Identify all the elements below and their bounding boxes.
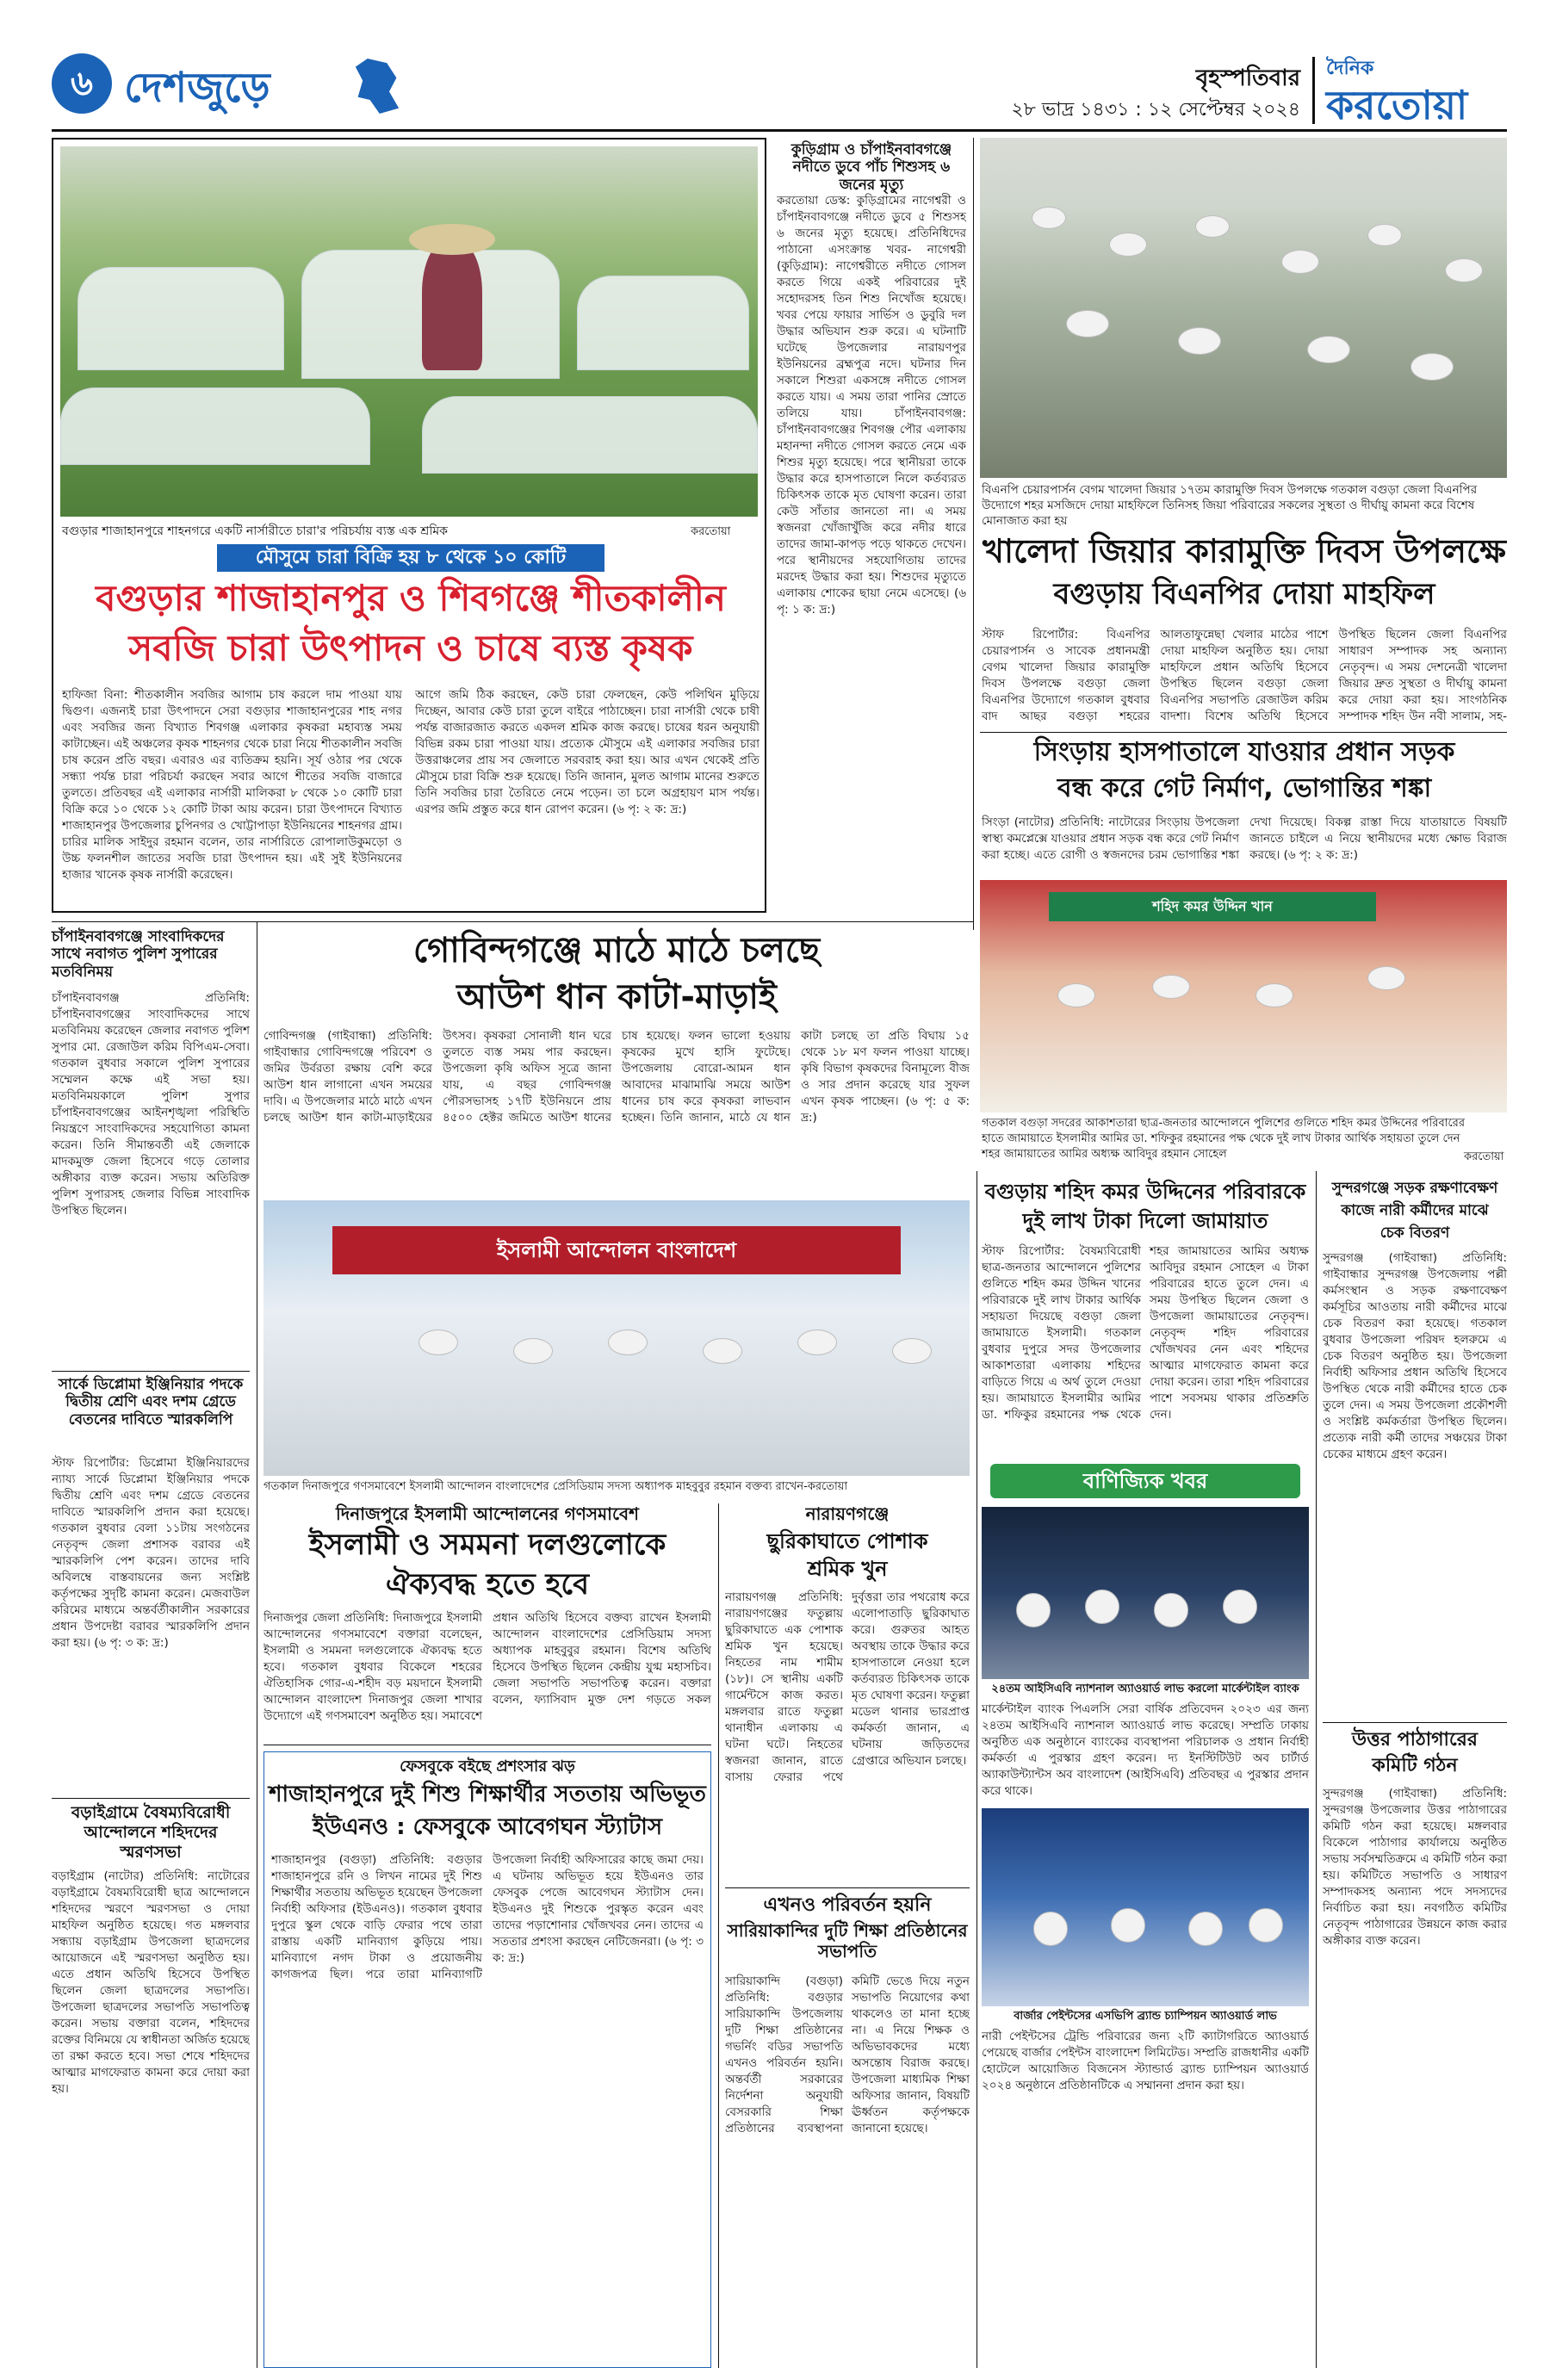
section-title: দেশজুড়ে xyxy=(124,64,270,112)
figure xyxy=(1085,1590,1119,1624)
singra-headline-2: বন্ধ করে গেট নির্মাণ, ভোগান্তির শঙ্কা xyxy=(1057,773,1432,803)
chapai-body: চাঁপাইনবাবগঞ্জ প্রতিনিধি: চাঁপাইনবাবগঞ্জের সাংবাদিকদের সাথে মতবিনিময় করেছেন জেলার নবাগত পুলিশ সুপার মো. রেজাউল করিম বিপিএম-সেবা। গতকাল বুধবার সকালে পুলিশ সুপারের সম্মেলন কক্ষে এই সভা হয়। মতবিনিময়কালে পুলিশ সুপার চাঁপাইনবাবগঞ্জের আইনশৃঙ্খলা পরিস্থিতি নিয়ন্ত্রণে সাংবাদিকদের সহযোগিতা কামনা করেন। তিনি সীমান্তবর্তী এই জেলাকে মাদকমুক্ত জেলা হিসেবে গড়ে তোলার অঙ্গীকার ব্যক্ত করেন। সভায় অতিরিক্ত পুলিশ সুপারসহ জেলার বিভিন্ন সাংবাদিক উপস্থিত ছিলেন। xyxy=(52,991,250,1218)
narayanganj-kicker: নারায়ণগঞ্জে xyxy=(805,1503,890,1524)
column-rule xyxy=(718,1503,719,2368)
issue-day: বৃহস্পতিবার xyxy=(1195,65,1300,91)
cap xyxy=(1109,232,1147,257)
facebook-kicker: ফেসবুকে বইছে প্রশংসার ঝড় xyxy=(400,1757,575,1776)
gobinda-headline-1: গোবিন্দগঞ্জে মাঠে মাঠে চলছে xyxy=(412,931,821,970)
facebook-headline-1: শাজাহানপুরে দুই শিশু শিক্ষার্থীর সততায় অভিভূত xyxy=(269,1782,706,1807)
berger-body: নারী পেইন্টসের ট্রেন্ডি পরিবারের জন্য ২টি ক্যাটাগরিতে অ্যাওয়ার্ড পেয়েছে বার্জার পেইন্টস বাংলাদেশ লিমিটেড। সম্প্রতি রাজধানীর একটি হোটেলে আয়োজিত বিজনেস স্ট্যান্ডার্ড ব্র্যান্ড চ্যাম্পিয়ন অ্যাওয়ার্ড ২০২৪ অনুষ্ঠানে প্রতিষ্ঠানটিকে এ সম্মাননা প্রদান করা হয়। xyxy=(982,2030,1309,2092)
figure xyxy=(1111,1908,1145,1943)
facebook-body: শাজাহানপুর (বগুড়া) প্রতিনিধি: বগুড়ার শাজাহানপুরে রনি ও লিখন নামের দুই শিশু শিক্ষার্থীর সততায় অভিভূত হয়েছেন উপজেলা নির্বাহী অফিসার (ইউএনও)। গতকাল বুধবার দুপুরে স্কুল থেকে বাড়ি ফেরার পথে তারা রাস্তায় একটি মানিব্যাগ কুড়িয়ে পায়। মানিব্যাগে নগদ টাকা ও প্রয়োজনীয় কাগজপত্র ছিল। পরে তারা মানিব্যাগটি উপজেলা নির্বাহী অফিসারের কাছে জমা দেয়। এ ঘটনায় অভিভূত হয়ে ইউএনও তার ফেসবুক পেজে আবেগঘন স্ট্যাটাস দেন। ইউএনও দুই শিশুকে পুরস্কৃত করেন এবং তাদের পড়াশোনার খোঁজখবর নেন। তাদের এ সততার প্রশংসা করছেন নেটিজেনরা। (৬ পৃ: ৩ ক: দ্র:) xyxy=(271,1853,704,1981)
worker-hat xyxy=(409,224,495,255)
lead-headline-2: সবজি চারা উৎপাদন ও চাষে ব্যস্ত কৃষক xyxy=(128,627,693,669)
sariakandi-body: সারিয়াকান্দি (বগুড়া) প্রতিনিধি: বগুড়ার সারিয়াকান্দি উপজেলায় দুটি শিক্ষা প্রতিষ্ঠানের গভর্নিং বডির সভাপতি এখনও পরিবর্তন হয়নি। অন্তর্বর্তী সরকারের নির্দেশনা অনুযায়ী বেসরকারি শিক্ষা প্রতিষ্ঠানের ব্যবস্থাপনা কমিটি ভেঙে দিয়ে নতুন সভাপতি নিয়োগের কথা থাকলেও তা মানা হচ্ছে না। এ নিয়ে শিক্ষক ও অভিভাবকদের মধ্যে অসন্তোষ বিরাজ করছে। উপজেলা মাধ্যমিক শিক্ষা অফিসার জানান, বিষয়টি ঊর্ধ্বতন কর্তৃপক্ষকে জানানো হয়েছে। xyxy=(725,1974,970,2135)
facebook-story xyxy=(264,1751,711,2368)
doa-photo-caption: বিএনপি চেয়ারপার্সন বেগম খালেদা জিয়ার ১৭তম কারামুক্তি দিবস উপলক্ষে গতকাল বগুড়া জেলা বিএনপির উদ্যোগে শহর মসজিদে দোয়া মাহফিলে তিনিসহ জিয়া পরিবারের সকলের সুস্থতা ও দীর্ঘায়ু কামনা করে বিশেষ মোনাজাত করা হয় xyxy=(982,483,1478,528)
jamaat-banner: শহিদ কমর উদ্দিন খান xyxy=(1049,892,1376,921)
lead-kicker: মৌসুমে চারা বিক্রি হয় ৮ থেকে ১০ কোটি xyxy=(217,544,604,572)
cap xyxy=(1410,353,1454,381)
bangladesh-map-icon xyxy=(353,59,401,114)
singra-body: সিংড়া (নাটোর) প্রতিনিধি: নাটোরের সিংড়ায় উপজেলা স্বাস্থ্য কমপ্লেক্সে যাওয়ার প্রধান সড়ক বন্ধ করে গেট নির্মাণ করা হচ্ছে। এতে রোগী ও স্বজনদের চরম ভোগান্তির শঙ্কা দেখা দিয়েছে। বিকল্প রাস্তা দিয়ে যাতায়াতে বিষয়টি জানতে চাইলে এ নিয়ে স্থানীয়দের মধ্যে ক্ষোভ বিরাজ করছে। (৬ পৃ: ২ ক: দ্র:) xyxy=(982,815,1507,862)
masthead-divider xyxy=(1312,57,1315,124)
lead-body-right: আগে জমি ঠিক করছেন, কেউ চারা ফেলছেন, কেউ পলিথিন মুড়িয়ে দিচ্ছেন, আবার কেউ চারা তুলে বাইরে পাঠাচ্ছেন। চারা নার্সারী থেকে চাষী পর্যন্ত বাজারজাত করতে একদল শ্রমিক কাজ করছে। চাষের ধরন অনুযায়ী বিভিন্ন রকম চারা পাওয়া যায়। প্রত্যেক মৌসুমে এই এলাকার সবজির চারা উত্তরাঞ্চলের প্রায় সব জেলাতে সরবরাহ করা হয়। আর এখন থেকেই প্রতি মৌসুমে চারা বিক্রি শুরু হয়েছে। তিনি জানান, মুলত আগাম মানের শুরুতে তিনি সবজির চারা তৈরিতে নেমে পড়েন। তা চলে অগ্রহায়ণ মাস পর্যন্ত। এরপর জমি প্রস্তুত করে ধান রোপণ করেন। (৬ পৃ: ২ ক: দ্র:) xyxy=(415,688,760,816)
rally-stage-banner: ইসলামী আন্দোলন বাংলাদেশ xyxy=(332,1226,901,1274)
jamaat-photo-caption: গতকাল বগুড়া সদরের আকাশতারা ছাত্র-জনতার আন্দোলনে পুলিশের গুলিতে শহিদ কমর উদ্দিনের পরিবারের হাতে জামায়াতে ইসলামীর আমির ডা. শফিকুর রহমানের পক্ষ থেকে দুই লাখ টাকার আর্থিক সহায়তা তুলে দেন শহর জামায়াতের আমির অধ্যক্ষ আবিদুর রহমান সোহেল xyxy=(982,1117,1465,1161)
section-rule xyxy=(980,732,1507,733)
dinajpur-headline-2: ঐক্যবদ্ধ হতে হবে xyxy=(386,1567,589,1602)
jamaat-photo xyxy=(980,880,1507,1113)
figure xyxy=(1249,1908,1283,1943)
figure xyxy=(1016,1593,1051,1627)
facebook-headline-2: ইউএনও : ফেসবুকে আবেগঘন স্ট্যাটাস xyxy=(312,1814,663,1840)
barai-body: বড়াইগ্রাম (নাটোর) প্রতিনিধি: নাটোরের বড়াইগ্রামে বৈষম্যবিরোধী ছাত্র আন্দোলনে শহিদদের স্মরণে স্মরণসভা ও দোয়া মাহফিল অনুষ্ঠিত হয়েছে। গত মঙ্গলবার সন্ধ্যায় বড়াইগ্রাম উপজেলা ছাত্রদলের আয়োজনে এই স্মরণসভা অনুষ্ঠিত হয়। এতে প্রধান অতিথি হিসেবে উপস্থিত ছিলেন জেলা ছাত্রদলের সভাপতি। উপজেলা ছাত্রদলের সভাপতি সভাপতিত্ব করেন। সভায় বক্তারা বলেন, শহিদদের রক্তের বিনিময়ে যে স্বাধীনতা অর্জিত হয়েছে তা রক্ষা করতে হবে। সভা শেষে শহিদদের আত্মার মাগফেরাত কামনা করে দোয়া করা হয়। xyxy=(52,1869,250,2096)
figure xyxy=(1223,1590,1257,1624)
lead-body-left: হাফিজা বিনা: শীতকালীন সবজির আগাম চাষ করলে দাম পাওয়া যায় দ্বিগুণ। এজন্যই চারা উৎপাদনে সেরা বগুড়ার শাজাহানপুরের শাহ নগর এবং সবজির জন্য বিখ্যাত শিবগঞ্জ এলাকার কৃষকরা মহাব্যস্ত সময় কাটাচ্ছেন। এই অঞ্চলের কৃষক শাহনগর থেকে চারা নিয়ে শীতকালীন সবজি চাষ করেন প্রতি বছর। এবারও এর ব্যতিক্রম হয়নি। সূর্য ওঠার পর থেকে সন্ধ্যা পর্যন্ত চারা পরিচর্যা করছেন সবার আগে শীতের সবজি বাজারে তুলতে। প্রতিবছর এই এলাকার নার্সারী মালিকরা ৮ থেকে ১০ কোটি চারা বিক্রি করে ১০ থেকে ১২ কোটি টাকা আয় করেন। চারা উৎপাদনে বিখ্যাত শাজাহানপুর উপজেলার চুপিনগর ও খোট্টাপাড়া ইউনিয়নের শাহনগর গ্রাম। চারির মালিক সাইদুর রহমান বলেন, তার নার্সারিতে রোপালাউকুমড়ো ও উচ্চ ফলনশীল জাতের সবজি চারা উৎপাদন হয়। এই সুই ইউনিয়নের হাজার খানেক কৃষক নার্সারী করেছেন। xyxy=(62,688,402,882)
section-rule xyxy=(1323,1722,1507,1723)
narayanganj-headline-1: ছুরিকাঘাতে পোশাক xyxy=(766,1529,928,1553)
greenhouse-row xyxy=(60,387,370,465)
narayanganj-headline-2: শ্রমিক খুন xyxy=(807,1557,888,1581)
cap xyxy=(892,1338,932,1364)
sundarganj-headline-3: চেক বিতরণ xyxy=(1380,1224,1450,1242)
chapai-headline: চাঁপাইনবাবগঞ্জে সাংবাদিকদের সাথে নবাগত পুলিশ সুপারের মতবিনিময় xyxy=(52,928,225,981)
cap xyxy=(1057,983,1095,1007)
icab-body: মার্কেন্টাইল ব্যাংক পিএলসি সেরা বার্ষিক প্রতিবেদন ২০২৩ এর জন্য ২৪তম আইসিএবি ন্যাশনাল অ্যাওয়ার্ড লাভ করেছে। সম্প্রতি ঢাকায় অনুষ্ঠিত এক অনুষ্ঠানে ব্যাংকের ব্যবস্থাপনা পরিচালক ও প্রধান নির্বাহী কর্মকর্তা এ পুরস্কার গ্রহণ করেন। দ্য ইনস্টিটিউট অব চার্টার্ড অ্যাকাউন্ট্যান্টস অব বাংলাদেশ (আইসিএবি) প্রতিবছর এ পুরস্কার প্রদান করে থাকে। xyxy=(982,1702,1309,1798)
doa-headline-2: বগুড়ায় বিএনপির দোয়া মাহফিল xyxy=(1053,577,1435,611)
cap xyxy=(1445,258,1483,282)
lead-photo-credit: করতোয়া xyxy=(691,525,731,538)
page-number-badge: ৬ xyxy=(52,53,112,114)
section-rule xyxy=(52,1371,250,1372)
cap xyxy=(1152,975,1190,999)
cap xyxy=(1195,215,1230,238)
cap xyxy=(1367,224,1402,246)
cap xyxy=(1032,207,1066,229)
commerce-banner: বাণিজ্যিক খবর xyxy=(990,1464,1300,1498)
worker-figure xyxy=(422,241,482,370)
uttar-body: সুন্দরগঞ্জ (গাইবান্ধা) প্রতিনিধি: সুন্দরগঞ্জ উপজেলার উত্তর পাঠাগারের কমিটি গঠন করা হয়েছে। মঙ্গলবার বিকেলে পাঠাগার কার্যালয়ে অনুষ্ঠিত সভায় সর্বসম্মতিক্রমে এ কমিটি গঠন করা হয়। কমিটিতে সভাপতি ও সাধারণ সম্পাদকসহ অন্যান্য পদে সদস্যদের নির্বাচিত করা হয়। নবগঠিত কমিটির নেতৃবৃন্দ পাঠাগারের উন্নয়নে কাজ করার অঙ্গীকার ব্যক্ত করেন। xyxy=(1323,1787,1507,1948)
doa-mahfil-photo xyxy=(980,138,1507,478)
section-rule xyxy=(52,921,973,922)
dinajpur-body: দিনাজপুর জেলা প্রতিনিধি: দিনাজপুরে ইসলামী আন্দোলনের গণসমাবেশে বক্তারা বলেছেন, ইসলামী ও সমমনা দলগুলোকে ঐক্যবদ্ধ হতে হবে। গতকাল বুধবার বিকেলে শহরের ঐতিহাসিক গোর-এ-শহীদ বড় ময়দানে ইসলামী আন্দোলন বাংলাদেশ দিনাজপুর জেলা শাখার উদ্যোগে এই গণসমাবেশ অনুষ্ঠিত হয়। সমাবেশে প্রধান অতিথি হিসেবে বক্তব্য রাখেন ইসলামী আন্দোলন বাংলাদেশের প্রেসিডিয়াম সদস্য অধ্যাপক মাহবুবুর রহমান। বিশেষ অতিথি হিসেবে উপস্থিত ছিলেন কেন্দ্রীয় যুগ্ম মহাসচিব। জেলা সভাপতি সভাপতিত্ব করেন। বক্তারা বলেন, ফ্যাসিবাদ মুক্ত দেশ গড়তে সকল xyxy=(264,1611,711,1723)
sundarganj-headline-1: সুন্দরগঞ্জে সড়ক রক্ষণাবেক্ষণ xyxy=(1331,1180,1498,1197)
kurigram-headline: কুড়িগ্রাম ও চাঁপাইনবাবগঞ্জে নদীতে ডুবে পাঁচ শিশুসহ ৬ জনের মৃত্যু xyxy=(790,141,952,194)
diploma-headline: সার্কে ডিপ্লোমা ইঞ্জিনিয়ার পদকে দ্বিতীয় শ্রেণি এবং দশম গ্রেডে বেতনের দাবিতে স্মারকলিপি xyxy=(58,1376,244,1429)
cap xyxy=(513,1338,553,1364)
sariakandi-headline-1: এখনও পরিবর্তন হয়নি xyxy=(763,1894,932,1916)
dinajpur-headline-1: ইসলামী ও সমমনা দলগুলোকে xyxy=(308,1528,666,1562)
doa-body: স্টাফ রিপোর্টার: বিএনপির চেয়ারপার্সন ও সাবেক প্রধানমন্ত্রী বেগম খালেদা জিয়ার কারামুক্তি দিবস উপলক্ষে বগুড়া জেলা বিএনপির উদ্যোগে গতকাল বুধবার বাদ আছর বগুড়া শহরের আলতাফুন্নেছা খেলার মাঠের পাশে দোয়া মাহফিল অনুষ্ঠিত হয়। দোয়া মাহফিলে প্রধান অতিথি হিসেবে উপস্থিত ছিলেন বগুড়া জেলা বিএনপির সভাপতি রেজাউল করিম বাদশা। বিশেষ অতিথি হিসেবে উপস্থিত ছিলেন জেলা বিএনপির সাধারণ সম্পাদক সহ অন্যান্য নেতৃবৃন্দ। এ সময় দেশনেত্রী খালেদা জিয়ার দ্রুত সুস্থতা ও দীর্ঘায়ু কামনা করে দোয়া করা হয়। সাংগঠনিক সম্পাদক শহিদ উন নবী সালাম, সহ- xyxy=(982,628,1507,723)
icab-award-photo xyxy=(982,1507,1309,1679)
paper-name-logo: করতোয়া xyxy=(1326,82,1468,128)
singra-headline-1: সিংড়ায় হাসপাতালে যাওয়ার প্রধান সড়ক xyxy=(1033,737,1455,767)
section-rule xyxy=(725,1887,970,1888)
icab-headline: ২৪তম আইসিএবি ন্যাশনাল অ্যাওয়ার্ড লাভ করলো মার্কেন্টাইল ব্যাংক xyxy=(991,1683,1299,1695)
kurigram-body: করতোয়া ডেস্ক: কুড়িগ্রামের নাগেশ্বরী ও চাঁপাইনবাবগঞ্জে নদীতে ডুবে ৫ শিশুসহ ৬ জনের মৃত্যু হয়েছে। প্রতিনিধিদের পাঠানো এসংক্রান্ত খবর- নাগেশ্বরী (কুড়িগ্রাম): নাগেশ্বরীতে নদীতে গোসল করতে গিয়ে একই পরিবারের দুই সহোদরসহ তিন শিশু নিখোঁজ হয়েছে। খবর পেয়ে ফায়ার সার্ভিস ও ডুবুরি দল উদ্ধার অভিযান শুরু করে। এ ঘটনাটি ঘটেছে উপজেলার নারায়ণপুর ইউনিয়নের ব্রহ্মপুত্র নদে। ঘটনার দিন সকালে শিশুরা একসঙ্গে নদীতে গোসল করতে যায়। এ সময় তারা পানির স্রোতে তলিয়ে যায়। চাঁপাইনবাবগঞ্জ: চাঁপাইনবাবগঞ্জের শিবগঞ্জ পৌর এলাকায় মহানন্দা নদীতে গোসল করতে নেমে এক শিশুর মৃত্যু হয়েছে। পরে স্থানীয়রা তাকে উদ্ধার করে হাসপাতালে নিলে কর্তব্যরত চিকিৎসক তাকে মৃত ঘোষণা করেন। তারা কেউ সাঁতার জানতো না। এ সময় স্বজনরা খোঁজাখুঁজি করে নদীর ধারে তাদের জামা-কাপড় পড়ে থাকতে দেখেন। পরে স্থানীয়দের সহযোগিতায় তাদের মরদেহ উদ্ধার করা হয়। শিশুদের মৃত্যুতে এলাকায় শোকের ছায়া নেমে এসেছে। (৬ পৃ: ১ ক: দ্র:) xyxy=(777,194,966,617)
greenhouse-row xyxy=(577,276,749,370)
section-rule xyxy=(52,1798,250,1799)
jamaat-body: স্টাফ রিপোর্টার: বৈষম্যবিরোধী ছাত্র-জনতার আন্দোলনে পুলিশের গুলিতে শহিদ কমর উদ্দিন খানের পরিবারকে দুই লাখ টাকার আর্থিক সহায়তা দিয়েছে বগুড়া জেলা জামায়াতে ইসলামী। গতকাল বুধবার দুপুরে সদর উপজেলার আকাশতারা এলাকায় শহিদের বাড়িতে গিয়ে এ অর্থ তুলে দেওয়া হয়। জামায়াতে ইসলামীর আমির ডা. শফিকুর রহমানের পক্ষ থেকে শহর জামায়াতের আমির অধ্যক্ষ আবিদুর রহমান সোহেল এ টাকা পরিবারের হাতে তুলে দেন। এ সময় উপস্থিত ছিলেন জেলা ও উপজেলা জামায়াতের নেতৃবৃন্দ। নেতৃবৃন্দ শহিদ পরিবারের খোঁজখবর নেন এবং শহিদের আত্মার মাগফেরাত কামনা করে দোয়া করেন। তারা শহিদ পরিবারের পাশে সবসময় থাকার প্রতিশ্রুতি দেন। xyxy=(982,1244,1309,1422)
dinajpur-photo-caption: গতকাল দিনাজপুরে গণসমাবেশে ইসলামী আন্দোলন বাংলাদেশের প্রেসিডিয়াম সদস্য অধ্যাপক মাহবুবুর রহমান বক্তব্য রাখেন-করতোয়া xyxy=(264,1480,848,1493)
jamaat-headline-2: দুই লাখ টাকা দিলো জামায়াত xyxy=(1022,1209,1268,1233)
nursery-photo xyxy=(60,146,758,517)
dinajpur-rally-photo xyxy=(264,1200,970,1476)
issue-date: ২৮ ভাদ্র ১৪৩১ : ১২ সেপ্টেম্বর ২০২৪ xyxy=(1011,99,1300,121)
sariakandi-headline-2: সারিয়াকান্দির দুটি শিক্ষা প্রতিষ্ঠানের সভাপতি xyxy=(727,1920,968,1962)
lead-headline-1: বগুড়ার শাজাহানপুর ও শিবগঞ্জে শীতকালীন xyxy=(96,577,726,619)
figure xyxy=(1188,1912,1223,1946)
berger-headline: বার্জার পেইন্টসের এসভিপি ব্র্যান্ড চ্যাম্পিয়ন অ্যাওয়ার্ড লাভ xyxy=(1014,2010,1277,2023)
cap xyxy=(1367,966,1405,990)
cap xyxy=(797,1329,837,1355)
column-rule xyxy=(976,1171,977,2368)
dinajpur-kicker: দিনাজপুরে ইসলামী আন্দোলনের গণসমাবেশ xyxy=(336,1503,639,1524)
cap xyxy=(1281,250,1319,274)
column-rule xyxy=(1316,1171,1317,2368)
narayanganj-body: নারায়ণগঞ্জ প্রতিনিধি: নারায়ণগঞ্জের ফতুল্লায় ছুরিকাঘাতে এক পোশাক শ্রমিক খুন হয়েছে। নিহতের নাম শামীম (১৮)। সে স্থানীয় একটি গার্মেন্টসে কাজ করত। মঙ্গলবার রাতে ফতুল্লা থানাধীন এলাকায় এ ঘটনা ঘটে। নিহতের স্বজনরা জানান, রাতে বাসায় ফেরার পথে দুর্বৃত্তরা তার পথরোধ করে এলোপাতাড়ি ছুরিকাঘাত করে। গুরুতর আহত অবস্থায় তাকে উদ্ধার করে হাসপাতালে নেওয়া হলে কর্তব্যরত চিকিৎসক তাকে মৃত ঘোষণা করেন। ফতুল্লা মডেল থানার ভারপ্রাপ্ত কর্মকর্তা জানান, এ ঘটনায় জড়িতদের গ্রেপ্তারে অভিযান চলছে। xyxy=(725,1590,970,1784)
uttar-headline-1: উত্তর পাঠাগারের xyxy=(1352,1729,1478,1751)
barai-headline: বড়াইগ্রামে বৈষম্যবিরোধী আন্দোলনে শহিদদের স্মরণসভা xyxy=(71,1803,231,1862)
greenhouse-row xyxy=(422,396,758,474)
doa-headline-1: খালেদা জিয়ার কারামুক্তি দিবস উপলক্ষে xyxy=(983,532,1506,570)
cap xyxy=(1256,983,1293,1007)
figure xyxy=(1154,1593,1188,1627)
cap xyxy=(703,1338,742,1364)
sundarganj-body: সুন্দরগঞ্জ (গাইবান্ধা) প্রতিনিধি: গাইবান্ধার সুন্দরগঞ্জ উপজেলায় পল্লী কর্মসংস্থান ও সড়ক রক্ষণাবেক্ষণ কর্মসূচির আওতায় নারী কর্মীদের মাঝে চেক বিতরণ করা হয়েছে। গতকাল বুধবার উপজেলা পরিষদ হলরুমে এ চেক বিতরণ অনুষ্ঠিত হয়। উপজেলা নির্বাহী অফিসার প্রধান অতিথি হিসেবে উপস্থিত থেকে নারী কর্মীদের হাতে চেক তুলে দেন। এ সময় উপজেলা প্রকৌশলী ও সংশ্লিষ্ট কর্মকর্তারা উপস্থিত ছিলেন। প্রত্যেক নারী কর্মী তাদের সঞ্চয়ের টাকা চেকের মাধ্যমে গ্রহণ করেন। xyxy=(1323,1251,1507,1461)
column-rule xyxy=(973,138,974,930)
masthead xyxy=(52,53,1507,129)
cap xyxy=(1066,310,1109,338)
sundarganj-headline-2: কাজে নারী কর্মীদের মাঝে xyxy=(1341,1202,1489,1219)
cap xyxy=(418,1329,458,1355)
berger-award-photo xyxy=(982,1808,1309,2006)
figure xyxy=(1033,1912,1068,1946)
jamaat-headline-1: বগুড়ায় শহিদ কমর উদ্দিনের পরিবারকে xyxy=(984,1180,1306,1204)
cap xyxy=(608,1329,648,1355)
jamaat-photo-credit: করতোয়া xyxy=(1464,1150,1504,1163)
gobinda-body: গোবিন্দগঞ্জ (গাইবান্ধা) প্রতিনিধি: গাইবান্ধার গোবিন্দগঞ্জে পরিবেশ ও জমির উর্বরতা রক্ষায় বেশি করে আউশ ধান লাগানো এখন সময়ের দাবি। এ উপজেলার মাঠে মাঠে এখন চলছে আউশ ধান কাটা-মাড়াইয়ের উৎসব। কৃষকরা সোনালী ধান ঘরে তুলতে ব্যস্ত সময় পার করছেন। উপজেলা কৃষি অফিস সূত্রে জানা যায়, এ বছর গোবিন্দগঞ্জ পৌরসভাসহ ১৭টি ইউনিয়নে প্রায় ৪৫০০ হেক্টর জমিতে আউশ ধানের চাষ হয়েছে। ফলন ভালো হওয়ায় কৃষকের মুখে হাসি ফুটেছে। উপজেলায় বোরো-আমন ধান আবাদের মাঝামাঝি সময়ে আউশ ধানের চাষ করে কৃষকরা লাভবান হচ্ছেন। তিনি জানান, মাঠে যে ধান কাটা চলছে তা প্রতি বিঘায় ১৫ থেকে ১৮ মণ ফলন পাওয়া যাচ্ছে। কৃষি বিভাগ কৃষকদের বিনামূল্যে বীজ ও সার প্রদান করেছে যার সুফল এখন কৃষক পাচ্ছেন। (৬ পৃ: ৫ ক: দ্র:) xyxy=(264,1029,970,1125)
diploma-body: স্টাফ রিপোর্টার: ডিপ্লোমা ইঞ্জিনিয়ারদের ন্যায্য সার্কে ডিপ্লোমা ইঞ্জিনিয়ার পদকে দ্বিতীয় শ্রেণি এবং দশম গ্রেডে বেতনের দাবিতে স্মারকলিপি প্রদান করা হয়েছে। গতকাল বুধবার বেলা ১১টায় সংগঠনের নেতৃবৃন্দ জেলা প্রশাসক বরাবর এই স্মারকলিপি পেশ করেন। তাদের দাবি অবিলম্বে বাস্তবায়নের জন্য সংশ্লিষ্ট কর্তৃপক্ষের সুদৃষ্টি কামনা করেন। মেজবাউল করিমের মাধ্যমে অন্তর্বর্তীকালীন সরকারের প্রধান উপদেষ্টা বরাবর স্মারকলিপি প্রদান করা হয়। (৬ পৃ: ৩ ক: দ্র:) xyxy=(52,1456,250,1650)
paper-name-prefix: দৈনিক xyxy=(1326,58,1374,79)
cap xyxy=(1307,336,1350,363)
greenhouse-row xyxy=(78,267,284,370)
masthead-rule xyxy=(52,129,1507,132)
lead-photo-caption: বগুড়ার শাজাহানপুরে শাহনগরে একটি নার্সারীতে চারা'র পরিচর্যায় ব্যস্ত এক শ্রমিক xyxy=(62,524,448,538)
cap xyxy=(1178,327,1221,355)
lead-story xyxy=(52,138,766,913)
gobinda-headline-2: আউশ ধান কাটা-মাড়াই xyxy=(456,977,777,1017)
uttar-headline-2: কমিটি গঠন xyxy=(1372,1755,1458,1776)
